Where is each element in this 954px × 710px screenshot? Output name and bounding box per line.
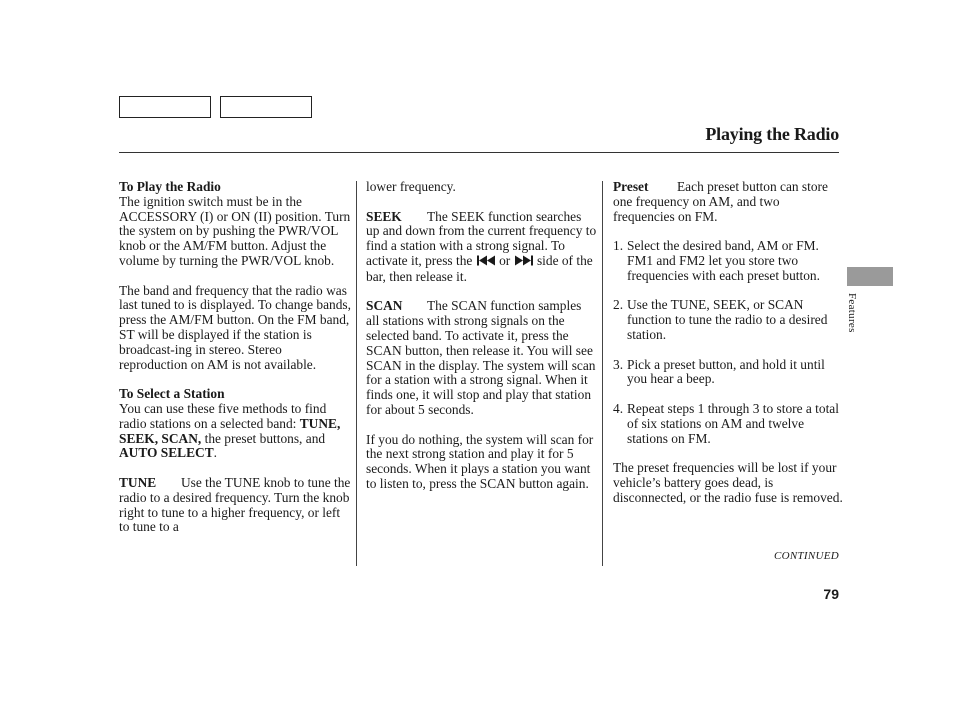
header-tab-box-left [119, 96, 211, 118]
skip-back-icon [476, 255, 496, 270]
step-4: 4. Repeat steps 1 through 3 to store a total of six stations on AM and twelve stations on FM. [613, 400, 839, 446]
paragraph-if-you-do-nothing: If you do nothing, the system will scan for the next strong station and play it for 5 seconds. When it plays a station you want to listen to, press the SCAN button again. [366, 431, 594, 491]
column-divider-2 [602, 181, 603, 566]
column-1 [119, 180, 351, 535]
section-tab-marker [847, 267, 893, 286]
title-divider [119, 152, 839, 153]
continued-label: CONTINUED [773, 550, 839, 562]
page-title: Playing the Radio [705, 124, 839, 144]
seek-label: SEEK [366, 208, 402, 224]
section-tab-label: Features [846, 293, 858, 333]
preset-label: Preset [613, 179, 649, 194]
step-3: 3. Pick a preset button, and hold it until you hear a beep. [613, 356, 825, 387]
header-tab-box-right [220, 96, 312, 118]
paragraph-preset: Preset Each preset button can store one frequency on AM, and two frequencies on FM. [613, 179, 828, 224]
scan-label: SCAN [366, 298, 403, 314]
paragraph-ignition: The ignition switch must be in the ACCESSORY (I) or ON (II) position. Turn the system on by pushing the PWR/VOL knob or the AM/FM button. Adjust the volume by turning the PWR/VOL knob. [119, 193, 351, 268]
paragraph-seek: SEEK The SEEK function searches up and down from the current frequency to find a station with a strong signal. To activate it, press the or side of the bar, then release it. [366, 208, 597, 284]
step-2: 2. Use the TUNE, SEEK, or SCAN function to tune the radio to a desired station. [613, 297, 828, 342]
heading-to-play-the-radio: To Play the Radio [119, 179, 221, 194]
paragraph-scan: SCAN The SCAN function samples all stations with strong signals on the selected band. To activate it, press the SCAN button, then release it. You will see SCAN in the display. The system will scan for a station with a strong signal. When it finds one, it will stop and play that station for about 5 seconds. [366, 298, 596, 417]
column-3 [613, 180, 843, 506]
tune-label: TUNE [119, 474, 157, 490]
column-divider-1 [356, 181, 357, 566]
skip-forward-icon [514, 255, 534, 270]
paragraph-band-frequency: The band and frequency that the radio was last tuned to is displayed. To change bands, press the AM/FM button. On the FM band, ST will be displayed if the station is broadcast-ing in stereo. Stereo reproduction on AM is not available. [119, 282, 351, 372]
heading-to-select-a-station: To Select a Station [119, 386, 225, 402]
paragraph-five-methods: You can use these five methods to find radio stations on a selected band: TUNE, SEEK, SCAN, the preset buttons, and AUTO SELECT. [119, 400, 341, 461]
column-2 [366, 180, 598, 492]
paragraph-preset-lost: The preset frequencies will be lost if your vehicle’s battery goes dead, is disconnected, or the radio fuse is removed. [613, 460, 843, 505]
paragraph-lower-frequency: lower frequency. [366, 179, 456, 194]
page-number: 79 [823, 586, 839, 602]
paragraph-tune: TUNE Use the TUNE knob to tune the radio to a desired frequency. Turn the knob right to tune to a higher frequency, or left to tune to a [119, 474, 351, 535]
step-1: 1. Select the desired band, AM or FM. FM1 and FM2 let you store two frequencies with each preset button. [613, 238, 820, 283]
